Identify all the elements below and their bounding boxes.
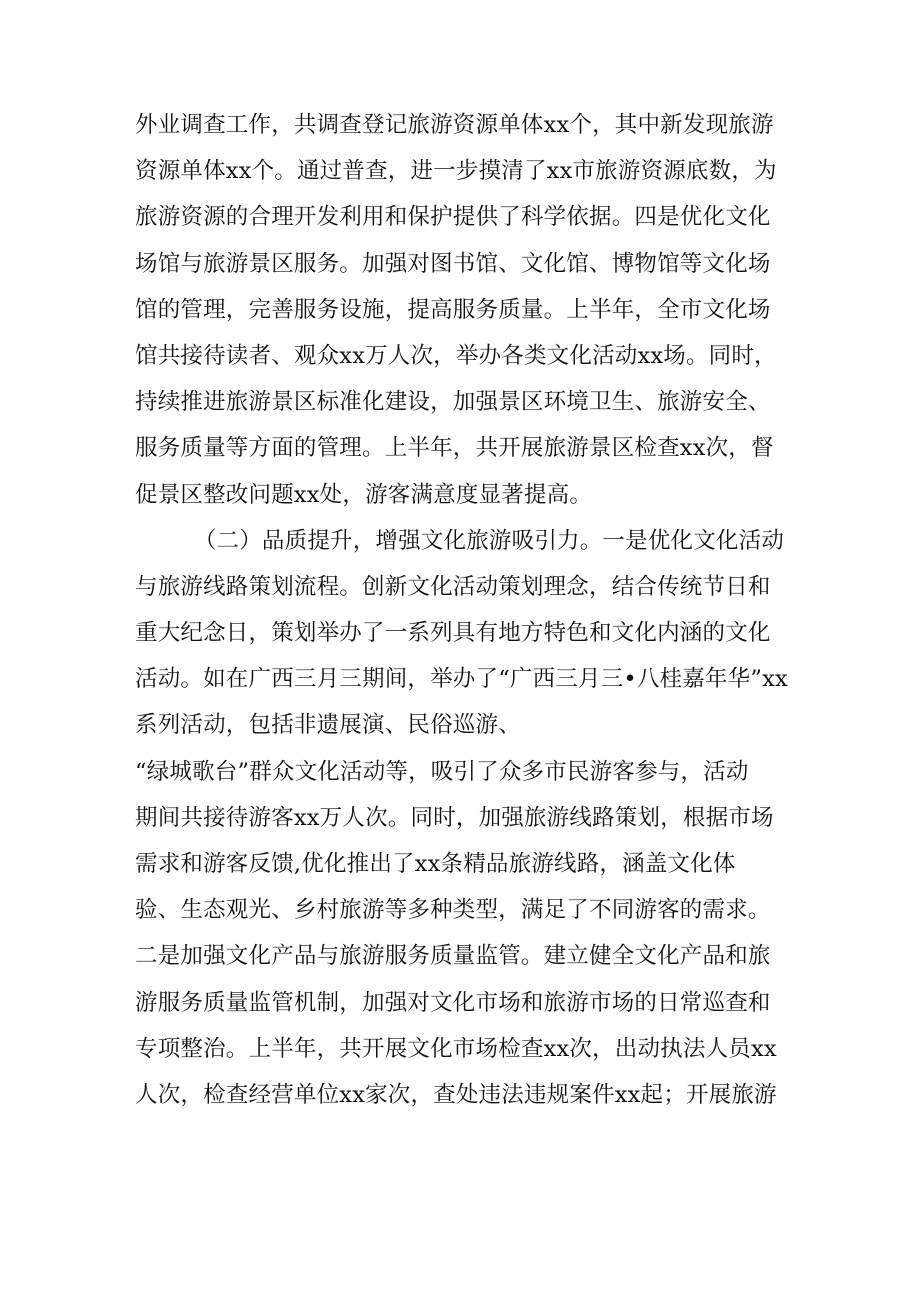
body-text bbox=[135, 102, 815, 1118]
text-line: 馆的管理，完善服务设施，提高服务质量。上半年，全市文化场 bbox=[135, 296, 771, 323]
text-line: 与旅游线路策划流程。创新文化活动策划理念，结合传统节日和 bbox=[135, 573, 771, 600]
text-line: 持续推进旅游景区标准化建设，加强景区环境卫生、旅游安全、 bbox=[135, 389, 771, 416]
text-line: 场馆与旅游景区服务。加强对图书馆、文化馆、博物馆等文化场 bbox=[135, 250, 771, 277]
text-line: 二是加强文化产品与旅游服务质量监管。建立健全文化产品和旅 bbox=[135, 943, 771, 970]
text-line: 旅游资源的合理开发利用和保护提供了科学依据。四是优化文化 bbox=[135, 204, 771, 231]
text-line: 外业调查工作，共调查登记旅游资源单体xx个，其中新发现旅游 bbox=[135, 112, 774, 138]
text-line: 资源单体xx个。通过普查，进一步摸清了xx市旅游资源底数，为 bbox=[135, 158, 777, 185]
text-line: 馆共接待读者、观众xx万人次，举办各类文化活动xx场。同时， bbox=[135, 342, 777, 369]
text-line: 期间共接待游客xx万人次。同时，加强旅游线路策划，根据市场 bbox=[135, 804, 774, 831]
text-line: 重大纪念日，策划举办了一系列具有地方特色和文化内涵的文化 bbox=[135, 620, 771, 647]
text-line: “绿城歌台”群众文化活动等，吸引了众多市民游客参与，活动 bbox=[135, 758, 749, 785]
text-line: 活动。如在广西三月三期间，举办了“广西三月三•八桂嘉年华”xx bbox=[135, 666, 788, 693]
text-line: 验、生态观光、乡村旅游等多种类型，满足了不同游客的需求。 bbox=[135, 897, 771, 924]
text-line: 促景区整改问题xx处，游客满意度显著提高。 bbox=[135, 481, 593, 508]
text-line: 专项整治。上半年，共开展文化市场检查xx次，出动执法人员xx bbox=[135, 1035, 777, 1062]
text-line: （二）品质提升，增强文化旅游吸引力。一是优化文化活动 bbox=[135, 527, 785, 554]
text-line: 需求和游客反馈,优化推出了xx条精品旅游线路，涵盖文化体 bbox=[135, 851, 736, 877]
text-line: 服务质量等方面的管理。上半年，共开展旅游景区检查xx次，督 bbox=[135, 435, 774, 462]
text-line: 人次，检查经营单位xx家次，查处违法违规案件xx起；开展旅游 bbox=[135, 1081, 777, 1108]
text-line: 游服务质量监管机制，加强对文化市场和旅游市场的日常巡查和 bbox=[135, 989, 771, 1016]
text-line: 系列活动，包括非遗展演、民俗巡游、 bbox=[135, 712, 521, 739]
